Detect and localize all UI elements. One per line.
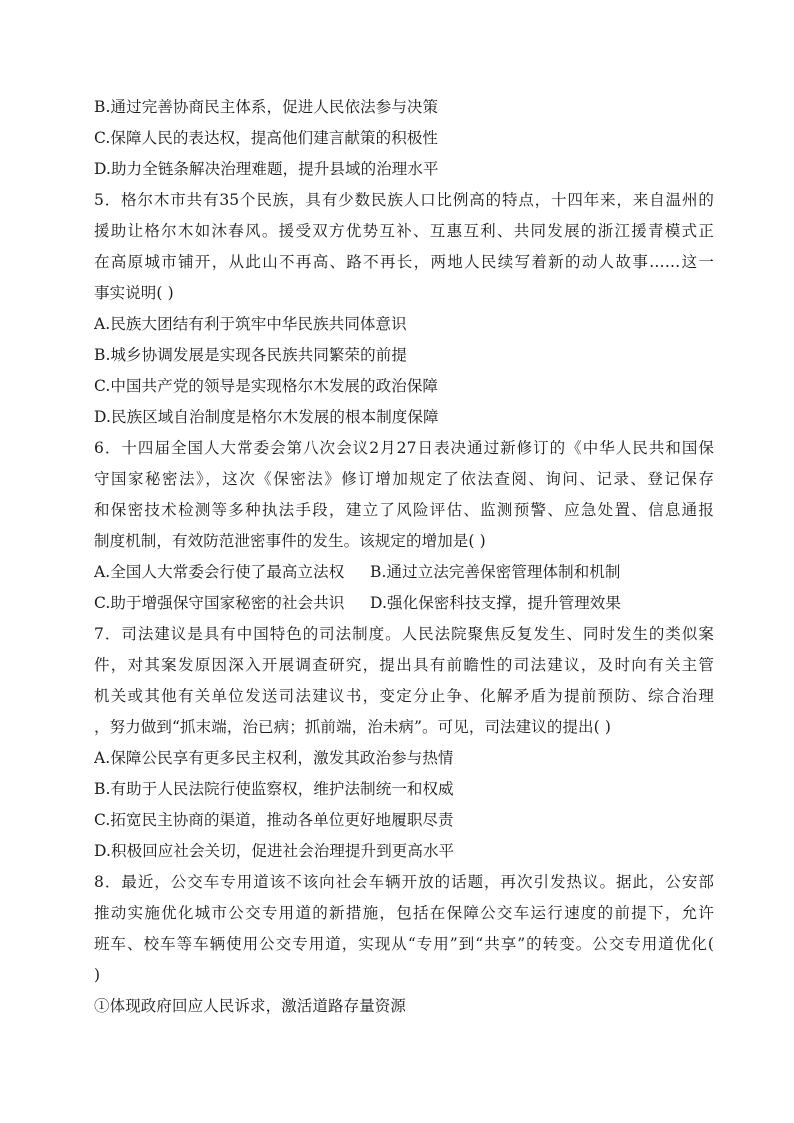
q7-stem-line-2: 件，对其案发原因深入开展调查研究，提出具有前瞻性的司法建议，及时向有关主管 (94, 656, 714, 674)
q5-stem-line-2: 援助让格尔木如沐春风。援受双方优势互补、互惠互利、共同发展的浙江援青模式正 (94, 222, 714, 240)
q6-options-row-1 (94, 557, 714, 588)
q5-option-c: C.中国共产党的领导是实现格尔木发展的政治保障 (94, 377, 439, 395)
q7-option-b: B.有助于人民法院行使监察权，维护法制统一和权威 (94, 780, 454, 798)
q7-stem-line-1: 7．司法建议是具有中国特色的司法制度。人民法院聚焦反复发生、同时发生的类似案 (94, 625, 714, 643)
q7-option-a: A.保障公民享有更多民主权利，激发其政治参与热情 (94, 749, 454, 767)
q6-stem-line-4: 制度机制，有效防范泄密事件的发生。该规定的增加是( ) (94, 532, 486, 550)
q7-option-c: C.拓宽民主协商的渠道，推动各单位更好地履职尽责 (94, 811, 454, 829)
q6-option-c: C.助于增强保守国家秘密的社会共识 (94, 594, 345, 612)
q5-option-d: D.民族区域自治制度是格尔木发展的根本制度保障 (94, 408, 439, 426)
q8-stem-line-2: 推动实施优化城市公交专用道的新措施，包括在保障公交车运行速度的前提下，允许 (94, 904, 714, 922)
q8-stem-line-3: 班车、校车等车辆使用公交专用道，实现从“专用”到“共享”的转变。公交专用道优化( (94, 935, 714, 953)
q7-stem-line-3: 机关或其他有关单位发送司法建议书，变定分止争、化解矛盾为提前预防、综合治理 (94, 687, 714, 705)
q8-stem-line-4: ) (94, 966, 101, 984)
q8-stem-line-1: 8．最近，公交车专用道该不该向社会车辆开放的话题，再次引发热议。据此，公安部 (94, 873, 714, 891)
q5-stem-line-1: 5．格尔木市共有35个民族，具有少数民族人口比例高的特点，十四年来，来自温州的 (94, 191, 714, 209)
q5-stem-line-4: 事实说明( ) (94, 284, 174, 302)
q6-stem-line-2: 守国家秘密法》，这次《保密法》修订增加规定了依法查阅、询问、记录、登记保存 (94, 470, 714, 488)
q7-option-d: D.积极回应社会关切，促进社会治理提升到更高水平 (94, 842, 455, 860)
q6-option-d: D.强化保密科技支撑，提升管理效果 (370, 594, 622, 612)
q4-option-d: D.助力全链条解决治理难题，提升县域的治理水平 (94, 160, 439, 178)
q4-option-b: B.通过完善协商民主体系，促进人民依法参与决策 (94, 98, 439, 116)
question-content (94, 92, 714, 1022)
q4-option-c: C.保障人民的表达权，提高他们建言献策的积极性 (94, 129, 439, 147)
q5-option-b: B.城乡协调发展是实现各民族共同繁荣的前提 (94, 346, 407, 364)
q6-stem-line-3: 和保密技术检测等多种执法手段，建立了风险评估、监测预警、应急处置、信息通报 (94, 501, 714, 519)
q6-options-row-2 (94, 588, 714, 619)
q5-stem-line-3: 在高原城市铺开，从此山不再高、路不再长，两地人民续写着新的动人故事……这一 (94, 253, 714, 271)
q5-option-a: A.民族大团结有利于筑牢中华民族共同体意识 (94, 315, 407, 333)
q6-option-a: A.全国人大常委会行使了最高立法权 (94, 563, 345, 581)
q6-option-b: B.通过立法完善保密管理体制和机制 (370, 563, 621, 581)
q8-item-1: ①体现政府回应人民诉求，激活道路存量资源 (94, 997, 407, 1015)
q6-stem-line-1: 6．十四届全国人大常委会第八次会议2月27日表决通过新修订的《中华人民共和国保 (94, 439, 714, 457)
q7-stem-line-4: ，努力做到“抓末端，治已病；抓前端，治未病”。可见，司法建议的提出( ) (94, 718, 611, 736)
